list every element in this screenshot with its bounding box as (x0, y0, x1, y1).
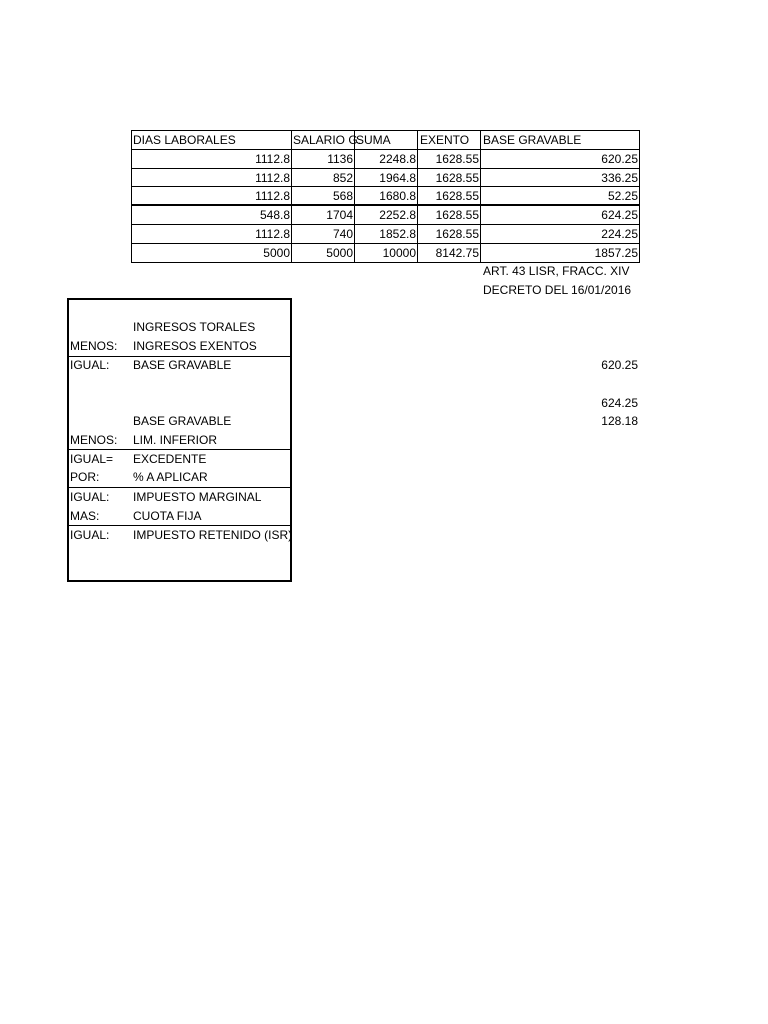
grid-line (417, 130, 418, 262)
table-cell: 52.25 (607, 189, 638, 203)
calc-label: INGRESOS EXENTOS (133, 339, 257, 353)
calc-prefix: IGUAL: (70, 490, 110, 504)
header-salario: SALARIO G. (293, 133, 362, 147)
table-cell: 852 (332, 171, 353, 185)
table-cell: 2252.8 (379, 208, 416, 222)
table-cell: 1112.8 (255, 152, 290, 166)
calc-prefix: POR: (70, 470, 100, 484)
table-cell: 1112.8 (255, 227, 290, 241)
table-cell: 1136 (327, 152, 353, 166)
table-cell: 1628.55 (435, 189, 479, 203)
calc-prefix: MAS: (70, 509, 100, 523)
calc-value: 128.18 (601, 414, 638, 428)
calc-label: BASE GRAVABLE (133, 358, 232, 372)
legal-reference: ART. 43 LISR, FRACC. XIV (483, 264, 630, 278)
calc-prefix: IGUAL: (70, 358, 110, 372)
table-cell-total: 10000 (382, 246, 416, 260)
grid-line (131, 186, 640, 187)
calc-label: BASE GRAVABLE (133, 414, 232, 428)
calc-prefix: MENOS: (70, 433, 118, 447)
table-cell: 1112.8 (255, 189, 290, 203)
grid-line (480, 130, 481, 262)
grid-line (131, 130, 640, 131)
table-cell: 336.25 (601, 171, 638, 185)
table-cell: 1628.55 (435, 171, 479, 185)
table-cell: 620.25 (601, 152, 638, 166)
table-cell: 2248.8 (379, 152, 416, 166)
grid-line (131, 130, 132, 262)
grid-line (131, 204, 640, 206)
table-cell: 1704 (326, 208, 353, 222)
calc-value: 624.25 (601, 396, 638, 410)
calc-prefix: MENOS: (70, 339, 118, 353)
calc-label: IMPUESTO RETENIDO (ISR) (133, 528, 293, 542)
grid-line (131, 243, 640, 244)
table-cell: 1628.55 (435, 152, 479, 166)
box-border (67, 298, 69, 582)
box-border (67, 580, 292, 582)
calc-prefix: IGUAL= (70, 452, 114, 466)
table-cell: 1112.8 (255, 171, 290, 185)
table-cell-total: 5000 (326, 246, 353, 260)
table-cell: 624.25 (601, 208, 638, 222)
calc-label: CUOTA FIJA (133, 509, 202, 523)
grid-line (131, 224, 640, 225)
table-cell: 1964.8 (379, 171, 416, 185)
table-cell-total: 8142.75 (435, 246, 479, 260)
calc-label: % A APLICAR (133, 470, 208, 484)
grid-line (639, 130, 640, 262)
calc-value: 620.25 (601, 358, 638, 372)
table-cell: 1852.8 (379, 227, 416, 241)
table-cell: 740 (332, 227, 353, 241)
table-cell: 1680.8 (379, 189, 416, 203)
table-cell: 224.25 (601, 227, 638, 241)
table-cell: 1628.55 (435, 208, 479, 222)
header-suma: SUMA (356, 133, 391, 147)
header-exento: EXENTO (420, 133, 470, 147)
grid-line (131, 149, 640, 150)
table-cell: 568 (332, 189, 353, 203)
grid-line (291, 130, 292, 262)
decree-reference: DECRETO DEL 16/01/2016 (483, 283, 632, 297)
table-cell: 548.8 (259, 208, 290, 222)
calc-label: IMPUESTO MARGINAL (133, 490, 262, 504)
grid-line (354, 130, 355, 262)
box-border (67, 298, 292, 300)
calc-prefix: IGUAL: (70, 528, 110, 542)
table-cell: 1628.55 (435, 227, 479, 241)
calc-label: INGRESOS TORALES (133, 320, 256, 334)
grid-line (131, 168, 640, 169)
calc-label: EXCEDENTE (133, 452, 207, 466)
header-base-gravable: BASE GRAVABLE (483, 133, 582, 147)
calc-label: LIM. INFERIOR (133, 433, 218, 447)
header-dias-laborales: DIAS LABORALES (133, 133, 236, 147)
table-cell-total: 5000 (263, 246, 290, 260)
table-cell-total: 1857.25 (594, 246, 638, 260)
